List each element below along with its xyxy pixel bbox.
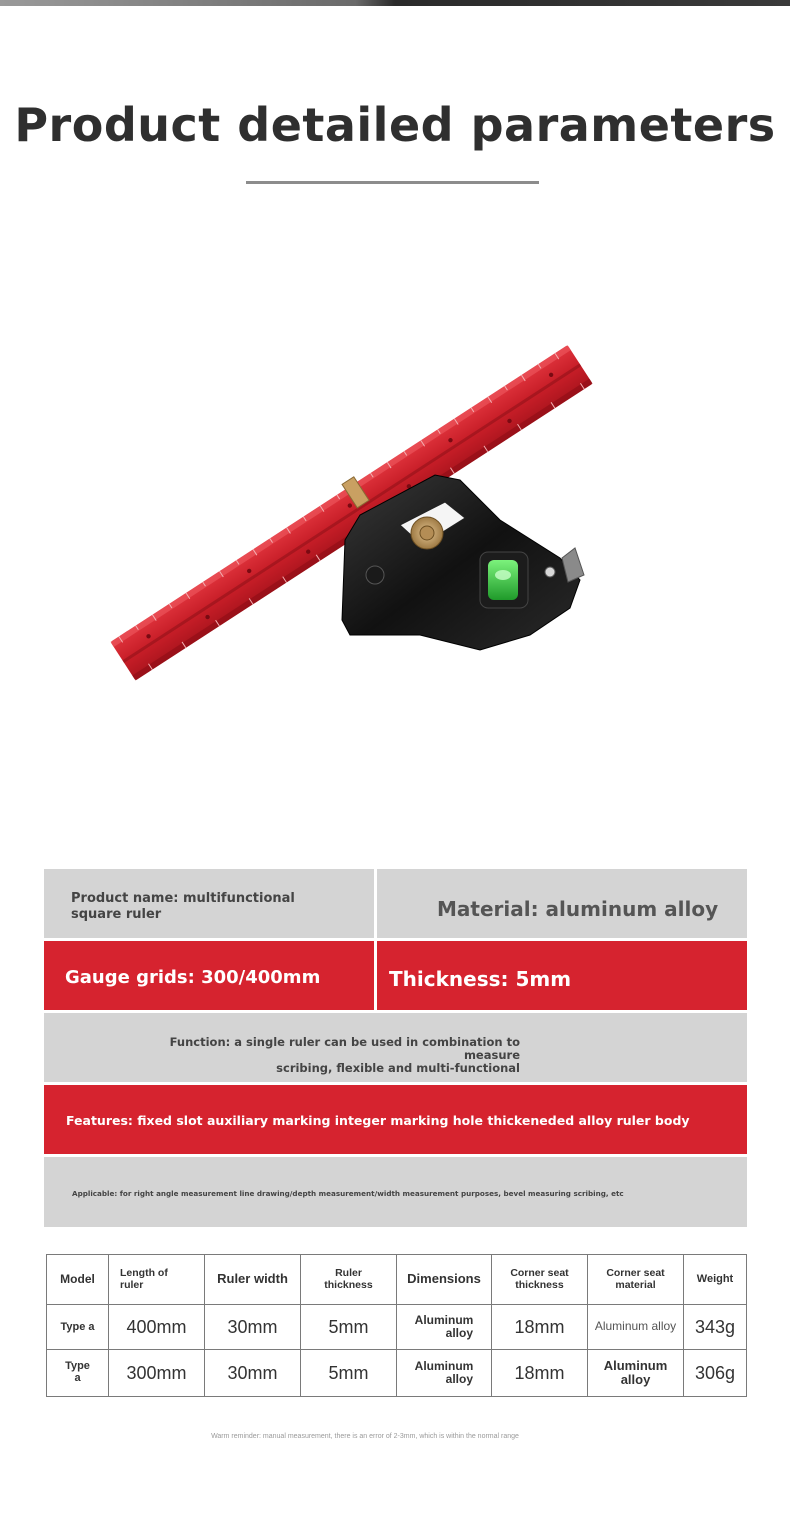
features-cell bbox=[44, 1085, 747, 1154]
table-row bbox=[47, 1350, 747, 1397]
header-seat-material: Corner seat material bbox=[588, 1255, 684, 1305]
cell-model: Type a bbox=[47, 1305, 109, 1350]
header-dimensions: Dimensions bbox=[397, 1255, 492, 1305]
header-thickness: Ruler thickness bbox=[301, 1255, 397, 1305]
material-label: Material: aluminum alloy bbox=[437, 897, 719, 921]
cell-thickness: 5mm bbox=[301, 1305, 397, 1350]
thickness-label: Thickness: 5mm bbox=[389, 967, 572, 991]
cell-weight: 306g bbox=[684, 1350, 747, 1397]
function-label: Function: a single ruler can be used in combination to measure scribing, flexible and multi-functional bbox=[169, 1035, 520, 1075]
cell-thickness: 5mm bbox=[301, 1350, 397, 1397]
cell-width: 30mm bbox=[205, 1350, 301, 1397]
cell-dimensions: Aluminum alloy bbox=[397, 1350, 492, 1397]
thickness-cell bbox=[377, 941, 747, 1010]
header-length: Length of ruler bbox=[109, 1255, 205, 1305]
table-header-row bbox=[47, 1255, 747, 1305]
cell-model: Type a bbox=[47, 1350, 109, 1397]
gauge-grids-label: Gauge grids: 300/400mm bbox=[65, 967, 321, 988]
cell-length: 300mm bbox=[109, 1350, 205, 1397]
header-model: Model bbox=[47, 1255, 109, 1305]
header-width: Ruler width bbox=[205, 1255, 301, 1305]
header-weight: Weight bbox=[684, 1255, 747, 1305]
spec-panel bbox=[44, 869, 747, 1227]
product-name-cell bbox=[44, 869, 374, 938]
features-label: Features: fixed slot auxiliary marking integer marking hole thickeneded alloy ruler body bbox=[66, 1113, 690, 1128]
top-banner-strip bbox=[0, 0, 790, 6]
cell-width: 30mm bbox=[205, 1305, 301, 1350]
table-row bbox=[47, 1305, 747, 1350]
applicable-label: Applicable: for right angle measurement line drawing/depth measurement/width measurement purposes, bevel measuring scribing, etc bbox=[72, 1189, 624, 1198]
function-cell bbox=[44, 1013, 747, 1082]
cell-seat-thickness: 18mm bbox=[492, 1350, 588, 1397]
cell-weight: 343g bbox=[684, 1305, 747, 1350]
parameters-table bbox=[46, 1254, 747, 1397]
cell-seat-material: Aluminum alloy bbox=[588, 1305, 684, 1350]
cell-length: 400mm bbox=[109, 1305, 205, 1350]
combination-square-ruler-image bbox=[60, 290, 640, 750]
material-cell bbox=[377, 869, 747, 938]
cell-seat-material: Aluminum alloy bbox=[588, 1350, 684, 1397]
warm-reminder: Warm reminder: manual measurement, there is an error of 2-3mm, which is within the normal range bbox=[211, 1433, 519, 1440]
applicable-cell bbox=[44, 1157, 747, 1227]
title-divider bbox=[246, 181, 539, 184]
cell-seat-thickness: 18mm bbox=[492, 1305, 588, 1350]
gauge-grids-cell bbox=[44, 941, 374, 1010]
cell-dimensions: Aluminum alloy bbox=[397, 1305, 492, 1350]
page-title: Product detailed parameters bbox=[14, 98, 776, 152]
product-name-label: Product name: multifunctional square ruler bbox=[71, 891, 295, 922]
header-seat-thickness: Corner seat thickness bbox=[492, 1255, 588, 1305]
